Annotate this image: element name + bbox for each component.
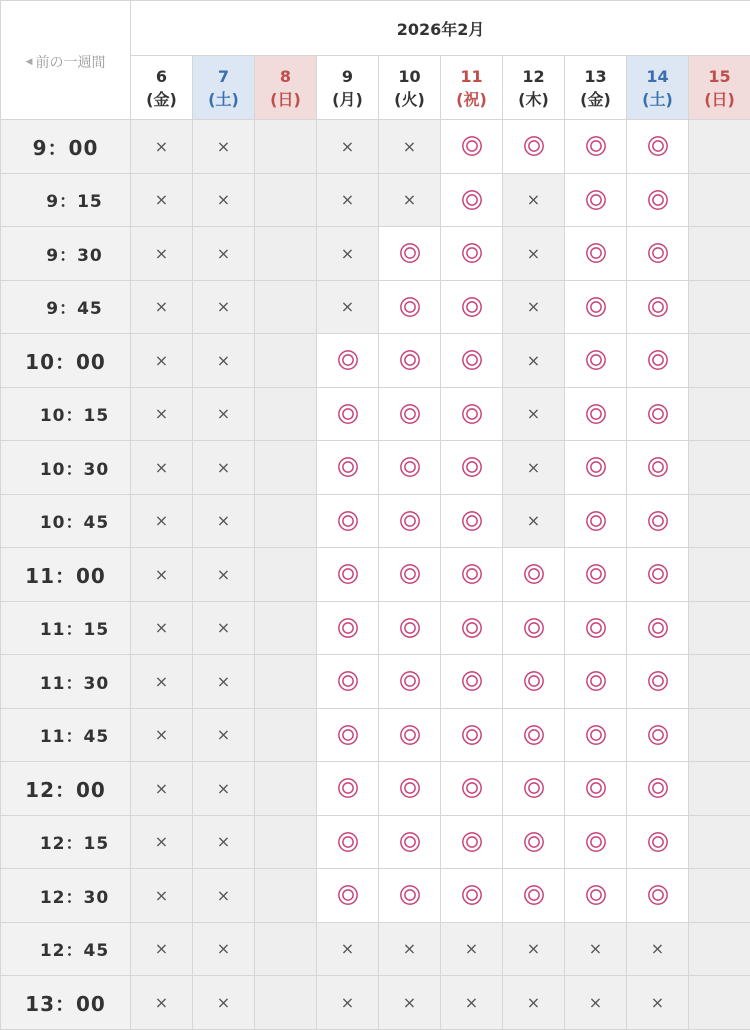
- unavailable-slot: ×: [131, 334, 193, 388]
- unavailable-slot: ×: [193, 922, 255, 976]
- unavailable-slot: ×: [193, 334, 255, 388]
- time-label: 10：45: [1, 494, 131, 548]
- unavailable-slot: ×: [565, 976, 627, 1030]
- day-number: 12: [503, 65, 564, 88]
- unavailable-slot: ×: [317, 120, 379, 174]
- available-icon: [647, 510, 669, 532]
- unavailable-slot: ×: [627, 922, 689, 976]
- time-label: 11：45: [1, 708, 131, 762]
- day-header-8: [255, 56, 317, 120]
- unavailable-slot: ×: [317, 280, 379, 334]
- closed-slot: [255, 227, 317, 281]
- available-slot[interactable]: [627, 601, 689, 655]
- available-icon: [461, 296, 483, 318]
- available-slot[interactable]: [379, 815, 441, 869]
- available-slot[interactable]: [503, 548, 565, 602]
- available-slot[interactable]: [317, 762, 379, 816]
- available-slot[interactable]: [379, 708, 441, 762]
- available-slot[interactable]: [441, 762, 503, 816]
- available-icon: [647, 403, 669, 425]
- available-icon: [647, 724, 669, 746]
- unavailable-slot: ×: [131, 227, 193, 281]
- available-slot[interactable]: [627, 869, 689, 923]
- available-icon: [585, 296, 607, 318]
- available-icon: [399, 296, 421, 318]
- available-icon: [399, 831, 421, 853]
- available-slot[interactable]: [565, 601, 627, 655]
- prev-week-label: 前の一週間: [35, 52, 105, 72]
- available-slot[interactable]: [565, 655, 627, 709]
- closed-slot: [255, 280, 317, 334]
- available-slot[interactable]: [379, 548, 441, 602]
- unavailable-slot: ×: [627, 976, 689, 1030]
- available-slot[interactable]: [565, 548, 627, 602]
- available-slot[interactable]: [441, 869, 503, 923]
- unavailable-slot: ×: [503, 494, 565, 548]
- closed-slot: [255, 173, 317, 227]
- available-slot[interactable]: [565, 334, 627, 388]
- available-icon: [337, 349, 359, 371]
- time-label: 9：30: [1, 227, 131, 281]
- available-slot[interactable]: [379, 227, 441, 281]
- unavailable-slot: ×: [503, 387, 565, 441]
- available-slot[interactable]: [317, 708, 379, 762]
- available-slot[interactable]: [441, 334, 503, 388]
- day-of-week: (木): [503, 88, 564, 111]
- available-icon: [337, 617, 359, 639]
- available-icon: [461, 617, 483, 639]
- available-icon: [647, 670, 669, 692]
- available-slot[interactable]: [379, 601, 441, 655]
- caret-left-icon: ◀: [26, 57, 33, 67]
- available-icon: [523, 884, 545, 906]
- day-header-14: [627, 56, 689, 120]
- day-of-week: (火): [379, 88, 440, 111]
- available-icon: [461, 135, 483, 157]
- available-icon: [337, 563, 359, 585]
- available-icon: [399, 563, 421, 585]
- time-label: 10：30: [1, 441, 131, 495]
- unavailable-slot: ×: [193, 815, 255, 869]
- unavailable-slot: ×: [193, 387, 255, 441]
- available-icon: [647, 617, 669, 639]
- day-number: 13: [565, 65, 626, 88]
- month-title: 2026年2月: [131, 1, 750, 56]
- available-slot[interactable]: [627, 441, 689, 495]
- unavailable-slot: ×: [503, 227, 565, 281]
- available-icon: [647, 349, 669, 371]
- closed-slot: [255, 548, 317, 602]
- available-icon: [461, 777, 483, 799]
- unavailable-slot: ×: [131, 494, 193, 548]
- closed-slot: [689, 976, 750, 1030]
- unavailable-slot: ×: [131, 280, 193, 334]
- unavailable-slot: ×: [193, 280, 255, 334]
- closed-slot: [689, 815, 750, 869]
- closed-slot: [255, 655, 317, 709]
- available-slot[interactable]: [379, 494, 441, 548]
- available-icon: [523, 777, 545, 799]
- available-slot[interactable]: [441, 815, 503, 869]
- available-icon: [399, 510, 421, 532]
- available-slot[interactable]: [627, 387, 689, 441]
- unavailable-slot: ×: [193, 548, 255, 602]
- available-slot[interactable]: [503, 120, 565, 174]
- day-of-week: (土): [627, 88, 688, 111]
- unavailable-slot: ×: [193, 494, 255, 548]
- day-header-11: [441, 56, 503, 120]
- available-icon: [337, 831, 359, 853]
- unavailable-slot: ×: [193, 120, 255, 174]
- closed-slot: [689, 708, 750, 762]
- unavailable-slot: ×: [379, 922, 441, 976]
- day-number: 15: [689, 65, 750, 88]
- closed-slot: [689, 601, 750, 655]
- available-icon: [523, 670, 545, 692]
- time-label: 11：00: [1, 548, 131, 602]
- unavailable-slot: ×: [193, 655, 255, 709]
- unavailable-slot: ×: [131, 762, 193, 816]
- available-icon: [337, 670, 359, 692]
- available-icon: [647, 296, 669, 318]
- day-header-10: [379, 56, 441, 120]
- day-header-15: [689, 56, 750, 120]
- available-icon: [585, 242, 607, 264]
- available-icon: [399, 670, 421, 692]
- available-slot[interactable]: [379, 334, 441, 388]
- unavailable-slot: ×: [193, 762, 255, 816]
- available-icon: [585, 563, 607, 585]
- unavailable-slot: ×: [317, 922, 379, 976]
- available-icon: [461, 884, 483, 906]
- available-slot[interactable]: [441, 601, 503, 655]
- available-icon: [523, 135, 545, 157]
- available-slot[interactable]: [627, 708, 689, 762]
- closed-slot: [689, 387, 750, 441]
- closed-slot: [255, 976, 317, 1030]
- day-of-week: (金): [131, 88, 192, 111]
- closed-slot: [255, 120, 317, 174]
- unavailable-slot: ×: [131, 441, 193, 495]
- unavailable-slot: ×: [317, 976, 379, 1030]
- available-slot[interactable]: [317, 655, 379, 709]
- closed-slot: [689, 494, 750, 548]
- time-label: 12：45: [1, 922, 131, 976]
- available-icon: [461, 831, 483, 853]
- available-slot[interactable]: [503, 869, 565, 923]
- available-slot[interactable]: [441, 280, 503, 334]
- unavailable-slot: ×: [379, 173, 441, 227]
- unavailable-slot: ×: [565, 922, 627, 976]
- day-number: 11: [441, 65, 502, 88]
- closed-slot: [255, 494, 317, 548]
- available-icon: [523, 563, 545, 585]
- available-slot[interactable]: [565, 815, 627, 869]
- available-icon: [337, 777, 359, 799]
- available-slot[interactable]: [317, 494, 379, 548]
- closed-slot: [689, 655, 750, 709]
- available-slot[interactable]: [379, 280, 441, 334]
- closed-slot: [255, 815, 317, 869]
- available-icon: [337, 510, 359, 532]
- available-slot[interactable]: [317, 815, 379, 869]
- available-slot[interactable]: [441, 120, 503, 174]
- available-slot[interactable]: [627, 334, 689, 388]
- unavailable-slot: ×: [193, 173, 255, 227]
- unavailable-slot: ×: [131, 815, 193, 869]
- unavailable-slot: ×: [379, 120, 441, 174]
- unavailable-slot: ×: [193, 976, 255, 1030]
- available-slot[interactable]: [565, 708, 627, 762]
- available-icon: [337, 403, 359, 425]
- unavailable-slot: ×: [131, 120, 193, 174]
- unavailable-slot: ×: [131, 173, 193, 227]
- unavailable-slot: ×: [131, 548, 193, 602]
- available-slot[interactable]: [627, 548, 689, 602]
- available-slot[interactable]: [441, 655, 503, 709]
- closed-slot: [689, 762, 750, 816]
- closed-slot: [689, 548, 750, 602]
- available-icon: [461, 456, 483, 478]
- available-slot[interactable]: [503, 762, 565, 816]
- available-slot[interactable]: [627, 655, 689, 709]
- available-icon: [399, 242, 421, 264]
- available-icon: [399, 456, 421, 478]
- available-slot[interactable]: [441, 173, 503, 227]
- closed-slot: [689, 869, 750, 923]
- available-slot[interactable]: [565, 387, 627, 441]
- available-slot[interactable]: [317, 869, 379, 923]
- available-icon: [585, 884, 607, 906]
- time-label: 9：15: [1, 173, 131, 227]
- available-icon: [647, 777, 669, 799]
- time-label: 9：45: [1, 280, 131, 334]
- available-icon: [523, 724, 545, 746]
- time-label: 13：00: [1, 976, 131, 1030]
- available-slot[interactable]: [627, 173, 689, 227]
- available-icon: [337, 724, 359, 746]
- day-number: 6: [131, 65, 192, 88]
- closed-slot: [689, 441, 750, 495]
- unavailable-slot: ×: [193, 227, 255, 281]
- prev-week-link[interactable]: [26, 52, 106, 72]
- available-icon: [585, 724, 607, 746]
- closed-slot: [255, 601, 317, 655]
- available-icon: [461, 403, 483, 425]
- available-icon: [585, 831, 607, 853]
- day-of-week: (日): [689, 88, 750, 111]
- unavailable-slot: ×: [503, 976, 565, 1030]
- unavailable-slot: ×: [131, 869, 193, 923]
- unavailable-slot: ×: [317, 227, 379, 281]
- available-slot[interactable]: [565, 494, 627, 548]
- unavailable-slot: ×: [441, 922, 503, 976]
- available-icon: [337, 884, 359, 906]
- day-header-13: [565, 56, 627, 120]
- available-icon: [399, 403, 421, 425]
- available-slot[interactable]: [565, 173, 627, 227]
- available-slot[interactable]: [379, 869, 441, 923]
- available-icon: [399, 884, 421, 906]
- available-slot[interactable]: [317, 548, 379, 602]
- available-slot[interactable]: [565, 869, 627, 923]
- available-icon: [585, 456, 607, 478]
- day-number: 9: [317, 65, 378, 88]
- available-slot[interactable]: [503, 815, 565, 869]
- available-slot[interactable]: [441, 494, 503, 548]
- time-label: 12：15: [1, 815, 131, 869]
- closed-slot: [689, 280, 750, 334]
- day-number: 8: [255, 65, 316, 88]
- closed-slot: [255, 922, 317, 976]
- time-label: 9：00: [1, 120, 131, 174]
- unavailable-slot: ×: [441, 976, 503, 1030]
- day-header-6: [131, 56, 193, 120]
- available-icon: [585, 189, 607, 211]
- available-slot[interactable]: [627, 494, 689, 548]
- closed-slot: [689, 334, 750, 388]
- available-icon: [337, 456, 359, 478]
- time-label: 11：15: [1, 601, 131, 655]
- available-slot[interactable]: [317, 387, 379, 441]
- available-icon: [461, 242, 483, 264]
- unavailable-slot: ×: [503, 173, 565, 227]
- available-slot[interactable]: [565, 120, 627, 174]
- time-label: 10：15: [1, 387, 131, 441]
- available-icon: [647, 831, 669, 853]
- unavailable-slot: ×: [193, 708, 255, 762]
- unavailable-slot: ×: [503, 922, 565, 976]
- available-slot[interactable]: [565, 441, 627, 495]
- available-icon: [399, 724, 421, 746]
- day-of-week: (金): [565, 88, 626, 111]
- available-icon: [647, 135, 669, 157]
- available-icon: [461, 189, 483, 211]
- closed-slot: [255, 708, 317, 762]
- available-slot[interactable]: [441, 708, 503, 762]
- time-label: 12：30: [1, 869, 131, 923]
- unavailable-slot: ×: [503, 334, 565, 388]
- closed-slot: [255, 387, 317, 441]
- day-number: 7: [193, 65, 254, 88]
- unavailable-slot: ×: [193, 441, 255, 495]
- available-icon: [399, 777, 421, 799]
- day-number: 14: [627, 65, 688, 88]
- closed-slot: [689, 922, 750, 976]
- available-icon: [523, 617, 545, 639]
- day-number: 10: [379, 65, 440, 88]
- unavailable-slot: ×: [317, 173, 379, 227]
- day-of-week: (日): [255, 88, 316, 111]
- available-slot[interactable]: [503, 655, 565, 709]
- available-icon: [461, 510, 483, 532]
- unavailable-slot: ×: [193, 601, 255, 655]
- available-icon: [461, 349, 483, 371]
- available-icon: [399, 349, 421, 371]
- day-header-9: [317, 56, 379, 120]
- unavailable-slot: ×: [131, 601, 193, 655]
- unavailable-slot: ×: [131, 708, 193, 762]
- available-icon: [585, 670, 607, 692]
- available-slot[interactable]: [317, 441, 379, 495]
- available-icon: [461, 670, 483, 692]
- time-label: 12：00: [1, 762, 131, 816]
- unavailable-slot: ×: [503, 441, 565, 495]
- available-slot[interactable]: [317, 334, 379, 388]
- available-slot[interactable]: [379, 387, 441, 441]
- available-icon: [647, 189, 669, 211]
- available-slot[interactable]: [379, 441, 441, 495]
- available-slot[interactable]: [627, 227, 689, 281]
- day-header-7: [193, 56, 255, 120]
- available-icon: [523, 831, 545, 853]
- day-header-12: [503, 56, 565, 120]
- available-slot[interactable]: [627, 120, 689, 174]
- prev-week-cell: [1, 1, 131, 120]
- available-icon: [461, 563, 483, 585]
- available-icon: [585, 135, 607, 157]
- available-slot[interactable]: [317, 601, 379, 655]
- available-icon: [647, 242, 669, 264]
- available-slot[interactable]: [441, 227, 503, 281]
- unavailable-slot: ×: [131, 655, 193, 709]
- available-slot[interactable]: [441, 548, 503, 602]
- unavailable-slot: ×: [193, 869, 255, 923]
- closed-slot: [689, 120, 750, 174]
- closed-slot: [255, 762, 317, 816]
- available-slot[interactable]: [627, 280, 689, 334]
- unavailable-slot: ×: [379, 976, 441, 1030]
- unavailable-slot: ×: [131, 922, 193, 976]
- time-label: 11：30: [1, 655, 131, 709]
- available-icon: [461, 724, 483, 746]
- available-icon: [585, 617, 607, 639]
- available-slot[interactable]: [379, 762, 441, 816]
- available-slot[interactable]: [565, 227, 627, 281]
- closed-slot: [255, 441, 317, 495]
- available-slot[interactable]: [565, 762, 627, 816]
- closed-slot: [689, 173, 750, 227]
- available-slot[interactable]: [503, 708, 565, 762]
- available-icon: [585, 777, 607, 799]
- available-icon: [399, 617, 421, 639]
- day-of-week: (月): [317, 88, 378, 111]
- day-of-week: (祝): [441, 88, 502, 111]
- available-icon: [585, 403, 607, 425]
- available-icon: [647, 456, 669, 478]
- available-slot[interactable]: [503, 601, 565, 655]
- available-slot[interactable]: [627, 762, 689, 816]
- unavailable-slot: ×: [503, 280, 565, 334]
- available-icon: [647, 563, 669, 585]
- available-icon: [647, 884, 669, 906]
- closed-slot: [255, 334, 317, 388]
- unavailable-slot: ×: [131, 976, 193, 1030]
- available-slot[interactable]: [441, 441, 503, 495]
- available-slot[interactable]: [441, 387, 503, 441]
- day-of-week: (土): [193, 88, 254, 111]
- unavailable-slot: ×: [131, 387, 193, 441]
- available-slot[interactable]: [379, 655, 441, 709]
- available-icon: [585, 510, 607, 532]
- available-slot[interactable]: [565, 280, 627, 334]
- time-label: 10：00: [1, 334, 131, 388]
- closed-slot: [255, 869, 317, 923]
- closed-slot: [689, 227, 750, 281]
- available-icon: [585, 349, 607, 371]
- available-slot[interactable]: [627, 815, 689, 869]
